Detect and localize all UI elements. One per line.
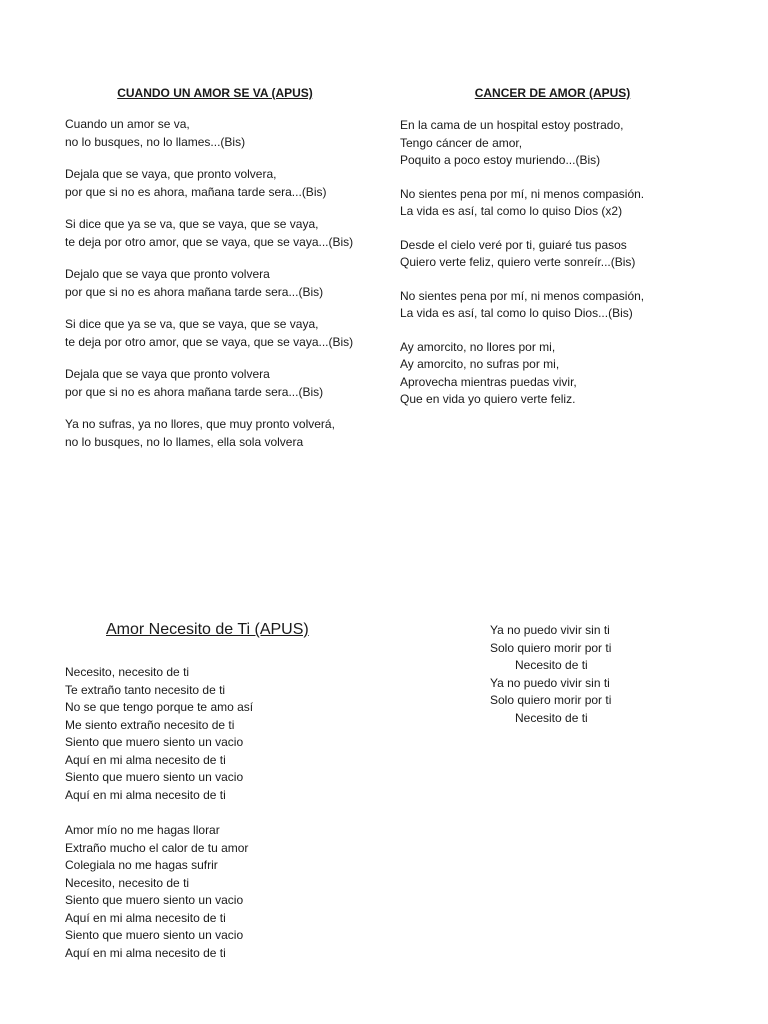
stanza bbox=[400, 237, 710, 272]
lyric-line: te deja por otro amor, que se vaya, que se vaya...(Bis) bbox=[65, 334, 354, 349]
lyric-line: Ay amorcito, no sufras por mi, bbox=[400, 357, 560, 371]
song-title: CANCER DE AMOR (APUS) bbox=[474, 86, 631, 100]
stanza bbox=[65, 416, 385, 451]
lyric-line: Desde el cielo veré por ti, guiaré tus pasos bbox=[400, 237, 627, 252]
lyric-line: Poquito a poco estoy muriendo...(Bis) bbox=[400, 153, 601, 167]
song-cancer-de-amor bbox=[400, 85, 710, 409]
stanza bbox=[65, 166, 385, 201]
lyric-line: te deja por otro amor, que se vaya, que se vaya...(Bis) bbox=[65, 234, 354, 249]
lyric-line: Siento que muero siento un vacio bbox=[65, 928, 244, 942]
lyric-line: Ya no puedo vivir sin ti bbox=[490, 675, 610, 690]
lyric-line: Quiero verte feliz, quiero verte sonreír...(Bis) bbox=[400, 255, 636, 269]
lyric-line: Aprovecha mientras puedas vivir, bbox=[400, 374, 577, 389]
song-title: CUANDO UN AMOR SE VA (APUS) bbox=[117, 86, 313, 100]
lyric-line: Aquí en mi alma necesito de ti bbox=[65, 752, 226, 767]
lyric-line: Ya no puedo vivir sin ti bbox=[490, 623, 610, 637]
lyric-line: No sientes pena por mí, ni menos compasión, bbox=[400, 288, 645, 303]
song-title: Amor Necesito de Ti (APUS) bbox=[106, 621, 309, 638]
stanza bbox=[65, 216, 385, 251]
lyric-line: Dejala que se vaya, que pronto volvera, bbox=[65, 167, 277, 181]
lyric-line: Si dice que ya se va, que se vaya, que se vaya, bbox=[65, 317, 319, 331]
lyric-line: Ay amorcito, no llores por mi, bbox=[400, 339, 556, 354]
lyric-line: Te extraño tanto necesito de ti bbox=[65, 682, 226, 697]
lyric-line: Necesito de ti bbox=[515, 710, 588, 725]
stanza bbox=[400, 339, 710, 409]
lyric-line: por que si no es ahora mañana tarde sera...(Bis) bbox=[65, 284, 324, 299]
lyric-line: Colegiala no me hagas sufrir bbox=[65, 858, 218, 872]
lyric-line: No sientes pena por mí, ni menos compasión. bbox=[400, 186, 645, 201]
stanza bbox=[65, 116, 385, 151]
lyric-line: Aquí en mi alma necesito de ti bbox=[65, 787, 226, 802]
lyric-line: No se que tengo porque te amo así bbox=[65, 700, 254, 714]
lyric-line: Aquí en mi alma necesito de ti bbox=[65, 910, 226, 925]
stanza bbox=[400, 186, 710, 221]
stanza bbox=[65, 316, 385, 351]
lyric-line: En la cama de un hospital estoy postrado, bbox=[400, 118, 624, 132]
stanza bbox=[400, 288, 710, 323]
stanza bbox=[65, 822, 385, 962]
lyric-line: Aquí en mi alma necesito de ti bbox=[65, 945, 226, 960]
lyric-line: Siento que muero siento un vacio bbox=[65, 735, 244, 749]
stanza bbox=[400, 117, 710, 170]
lyric-line: Solo quiero morir por ti bbox=[490, 693, 612, 708]
stanza bbox=[490, 622, 670, 728]
lyric-line: Cuando un amor se va, bbox=[65, 117, 190, 131]
lyric-line: Necesito, necesito de ti bbox=[65, 665, 190, 679]
lyric-line: La vida es así, tal como lo quiso Dios...(Bis) bbox=[400, 306, 633, 320]
lyric-line: Extraño mucho el calor de tu amor bbox=[65, 840, 249, 855]
lyric-line: Necesito de ti bbox=[515, 658, 588, 673]
lyric-line: Tengo cáncer de amor, bbox=[400, 135, 523, 150]
lyric-line: por que si no es ahora mañana tarde sera...(Bis) bbox=[65, 384, 324, 399]
chorus bbox=[490, 622, 670, 728]
lyric-line: Dejala que se vaya que pronto volvera bbox=[65, 367, 270, 381]
lyric-line: por que si no es ahora, mañana tarde sera...(Bis) bbox=[65, 184, 327, 199]
song-cuando-un-amor-se-va bbox=[65, 85, 385, 451]
lyric-line: Solo quiero morir por ti bbox=[490, 640, 612, 655]
lyric-line: Que en vida yo quiero verte feliz. bbox=[400, 392, 576, 406]
stanza bbox=[65, 366, 385, 401]
lyric-line: Me siento extraño necesito de ti bbox=[65, 717, 235, 732]
lyric-line: no lo busques, no lo llames...(Bis) bbox=[65, 134, 246, 149]
song-amor-necesito-de-ti bbox=[65, 620, 385, 962]
lyric-line: La vida es así, tal como lo quiso Dios (x2) bbox=[400, 204, 623, 218]
lyric-line: no lo busques, no lo llames, ella sola volvera bbox=[65, 434, 304, 449]
lyric-line: Amor mío no me hagas llorar bbox=[65, 823, 220, 837]
lyric-line: Siento que muero siento un vacio bbox=[65, 770, 244, 784]
stanza bbox=[65, 266, 385, 301]
lyric-line: Ya no sufras, ya no llores, que muy pronto volverá, bbox=[65, 417, 335, 431]
stanza bbox=[65, 664, 385, 804]
lyric-line: Siento que muero siento un vacio bbox=[65, 893, 244, 907]
lyric-line: Necesito, necesito de ti bbox=[65, 875, 190, 890]
lyric-line: Si dice que ya se va, que se vaya, que se vaya, bbox=[65, 217, 319, 231]
lyric-line: Dejalo que se vaya que pronto volvera bbox=[65, 267, 270, 281]
